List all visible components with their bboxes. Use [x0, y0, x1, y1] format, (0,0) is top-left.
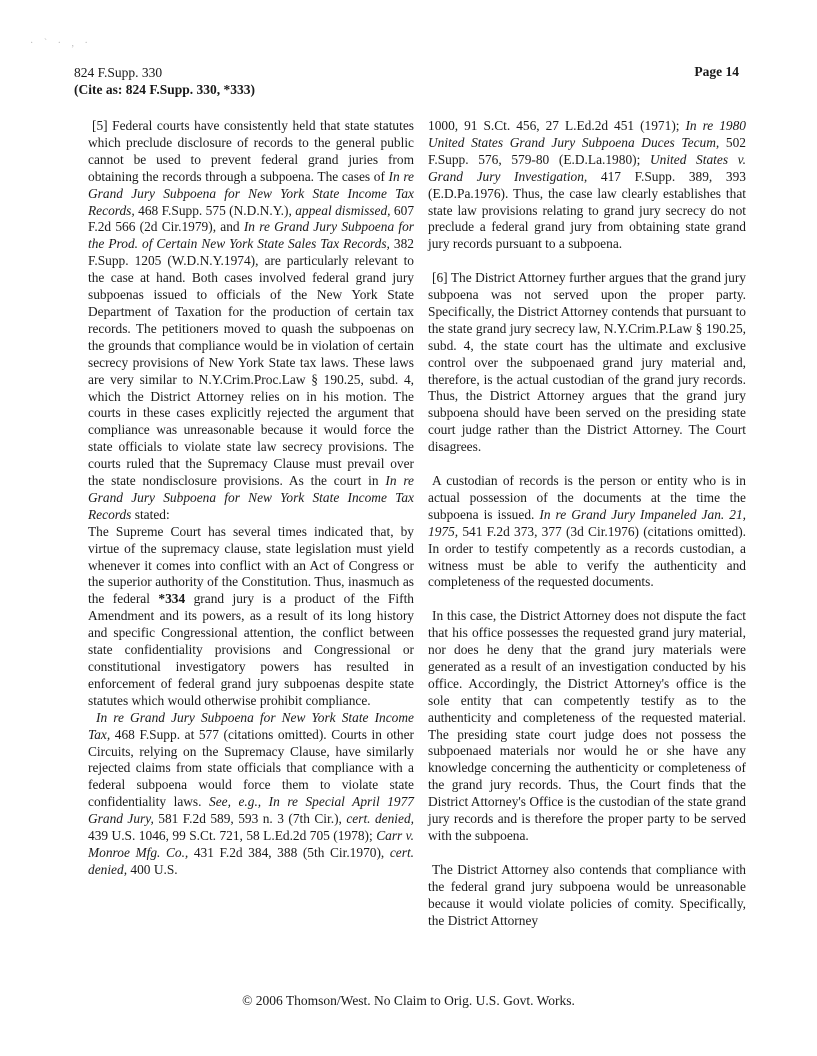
text-run: 468 F.Supp. at 577 (citations omitted). Courts in other Circuits, relying on the Supremacy Clause, have similarly rejected claims from state officials that compliance with a federal subpoena would force them to violate state confidentiality laws.: [88, 726, 414, 810]
text-run: 400 U.S.: [127, 861, 178, 877]
text-run: 417 F.Supp. 389, 393 (E.D.Pa.1976). Thus, the case law clearly establishes that state law provisions relating to grand jury secrecy do not preclude a federal grand jury from obtaining state grand jury records pursuant to a subpoena.: [428, 168, 746, 252]
paragraph-after-quote: [88, 710, 414, 879]
case-name: In re Grand Jury Subpoena for New York State Income Tax Records: [88, 473, 414, 522]
case-name: In re Grand Jury Subpoena for the Prod. of Certain New York State Sales Tax Records,: [88, 219, 414, 252]
paragraph-this-case: In this case, the District Attorney does not dispute the fact that his office possesses the requested grand jury material, nor does he deny that the grand jury materials were generated as a result of an investigation conducted by his office. Accordingly, the District Attorney's office is the sole entity that can competently testify as to the authenticity and completeness of the requested material. The presiding state court judge does not possess the subpoenaed materials nor would he or she have any knowledge concerning the authenticity or completeness of the grand jury records. Thus, the Court finds that the District Attorney's Office is the custodian of the state grand jury records and is therefore the proper party to be served with the subpoena.: [428, 608, 746, 844]
cite-as-line: (Cite as: 824 F.Supp. 330, *333): [74, 82, 256, 97]
case-name: Carr v. Monroe Mfg. Co.,: [88, 828, 414, 860]
paragraph-custodian: [428, 473, 746, 591]
case-history: cert. denied,: [346, 811, 414, 827]
text-run: 581 F.2d 589, 593 n. 3 (7th Cir.),: [153, 811, 347, 827]
text-run: 468 F.Supp. 575 (N.D.N.Y.),: [134, 202, 296, 218]
case-name: In re 1980 United States Grand Jury Subpoena Duces Tecum,: [428, 118, 746, 150]
paragraph-comity: The District Attorney also contends that compliance with the federal grand jury subpoena would be unreasonable because it would violate policies of comity. Specifically, the District Attorney: [428, 861, 746, 928]
text-run: 439 U.S. 1046, 99 S.Ct. 721, 58 L.Ed.2d 705 (1978);: [88, 828, 377, 844]
text-run: stated:: [131, 506, 170, 522]
text-run: 1000, 91 S.Ct. 456, 27 L.Ed.2d 451 (1971);: [428, 118, 686, 133]
text-run: 431 F.2d 384, 388 (5th Cir.1970),: [188, 844, 390, 860]
paragraph-continued: [428, 118, 746, 253]
star-page-marker: *334: [158, 591, 186, 607]
text-run: A custodian of records is the person or entity who is in actual possession of the documents at the time the subpoena is issued.: [428, 473, 746, 522]
case-name: In re Grand Jury Impaneled Jan. 21, 1975,: [428, 506, 746, 539]
text-run: 607 F.2d 566 (2d Cir.1979), and: [88, 202, 415, 235]
text-run: [5] Federal courts have consistently held that state statutes which preclude disclosure of records to the general public cannot be used to prevent federal grand juries from obtaining the records through a subpoena. The cases of: [88, 118, 414, 184]
scan-artifact: · ` · , ·: [30, 38, 92, 49]
page-number: Page 14: [694, 64, 739, 79]
citation-header: [74, 64, 255, 98]
text-run: 502 F.Supp. 576, 579-80 (E.D.La.1980);: [428, 134, 746, 167]
paragraph-5: [88, 118, 414, 524]
case-name: In re Grand Jury Subpoena for New York State Income Tax,: [88, 709, 414, 742]
copyright-footer: © 2006 Thomson/West. No Claim to Orig. U.S. Govt. Works.: [242, 993, 575, 1008]
case-history: cert. denied,: [88, 844, 415, 877]
case-name: In re Grand Jury Subpoena for New York State Income Tax Records,: [88, 168, 414, 218]
text-run: 541 F.2d 373, 377 (3d Cir.1976) (citations omitted). In order to testify competently as a records custodian, a witness must be able to verify the authenticity and completeness of the requested documents.: [428, 523, 746, 590]
reporter-citation: 824 F.Supp. 330: [74, 65, 163, 80]
case-name: See, e.g., In re Special April 1977 Grand Jury,: [88, 794, 414, 827]
paragraph-6: [6] The District Attorney further argues that the grand jury subpoena was not served upon the proper party. Specifically, the District Attorney contends that pursuant to the state grand jury secrecy law, N.Y.Crim.P.Law § 190.25, subd. 4, the state court has the ultimate and exclusive control over the subpoenaed grand jury material and, therefore, is the actual custodian of the grand jury records. Thus, the District Attorney argues that the grand jury subpoena should have been served on the presiding state court judge rather than the District Attorney. The Court disagrees.: [428, 270, 746, 455]
block-quote: [88, 524, 414, 710]
text-run: grand jury is a product of the Fifth Amendment and its powers, as a result of its long history and specific Congressional attention, the conflict between state confidentiality provisions and Congressional or constitutional investigatory powers has resulted in enforcement of federal grand jury subpoenas despite state statutes which would otherwise prohibit compliance.: [88, 591, 414, 708]
case-name: United States v. Grand Jury Investigation,: [428, 151, 746, 184]
case-history: appeal dismissed,: [295, 202, 391, 218]
text-run: 382 F.Supp. 1205 (W.D.N.Y.1974), are particularly relevant to the case at hand. Both cases involved federal grand jury subpoenas issued to officials of the New York State Department of Taxation for the production of certain tax records. The petitioners moved to quash the subpoenas on the grounds that compliance would be in violation of certain secrecy provisions of New York State tax laws. These laws are very similar to N.Y.Crim.Proc.Law § 190.25, subd. 4, which the District Attorney relies on in his motion. The courts in these cases explicitly rejected the argument that compliance was unreasonable because it would force the state officials to violate state law secrecy provisions. The courts ruled that the Supremacy Clause must prevail over the state nondisclosure provisions. As the court in: [88, 236, 415, 489]
text-run: The Supreme Court has several times indicated that, by virtue of the supremacy clause, state legislation must yield whenever it comes into conflict with an Act of Congress or the superior authority of the Constitution. Thus, inasmuch as the federal: [88, 523, 414, 607]
right-column: [428, 118, 746, 929]
left-column: [88, 118, 414, 879]
